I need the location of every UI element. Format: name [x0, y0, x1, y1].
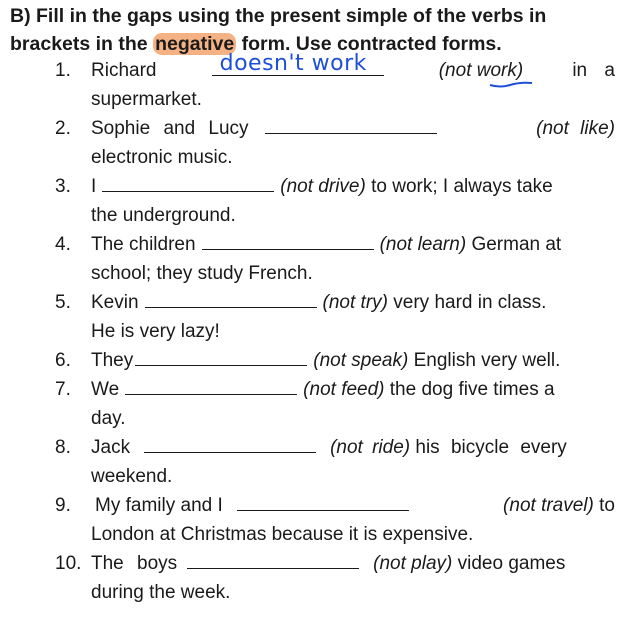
item-text-after: very hard in class.	[393, 292, 547, 313]
exercise-item-8	[55, 433, 615, 491]
answer-blank[interactable]	[125, 376, 297, 395]
highlighted-word: negative	[155, 33, 235, 55]
verb-hint: (not work)	[438, 60, 524, 81]
item-text-after: his bicycle every	[415, 437, 567, 458]
answer-blank[interactable]	[135, 347, 307, 366]
item-text-before: We	[91, 379, 120, 400]
instructions-suffix: form. Use contracted forms.	[236, 33, 502, 55]
verb-hint: (not like)	[536, 118, 615, 139]
answer-blank[interactable]	[102, 173, 274, 192]
item-text-continuation: He is very lazy!	[91, 321, 220, 342]
item-number: 8.	[55, 437, 71, 458]
handwritten-underline	[488, 79, 534, 89]
verb-hint: (not drive)	[280, 176, 366, 197]
item-text-before: The boys	[91, 553, 178, 574]
answer-blank[interactable]	[145, 289, 317, 308]
item-text-continuation: school; they study French.	[91, 263, 313, 284]
item-text-after: in a	[572, 60, 615, 81]
item-text-continuation: London at Christmas because it is expensive.	[91, 524, 474, 545]
item-text-before: Richard	[91, 60, 157, 81]
item-text-continuation: day.	[91, 408, 126, 429]
exercise-item-6	[55, 346, 615, 375]
item-number: 3.	[55, 176, 71, 197]
exercise-item-9	[55, 491, 615, 549]
item-text-continuation: electronic music.	[91, 147, 233, 168]
handwritten-answer: doesn't work	[219, 51, 367, 76]
exercise-item-3	[55, 172, 615, 230]
item-text-after: English very well.	[413, 350, 561, 371]
item-text-after: the dog five times a	[389, 379, 555, 400]
item-text-after: to work; I always take	[371, 176, 553, 197]
item-text-before: My family and I	[95, 495, 223, 516]
verb-hint: (not play)	[373, 553, 453, 574]
answer-blank[interactable]	[212, 51, 384, 76]
answer-blank[interactable]	[187, 550, 359, 569]
exercise-item-4	[55, 230, 615, 288]
item-text-before: The children	[91, 234, 196, 255]
item-text-continuation: during the week.	[91, 582, 231, 603]
answer-blank[interactable]	[202, 231, 374, 250]
verb-hint: (not feed)	[303, 379, 385, 400]
verb-hint: (not try)	[322, 292, 388, 313]
item-number: 10.	[55, 553, 82, 574]
item-number: 9.	[55, 495, 71, 516]
item-text-before: Sophie and Lucy	[91, 118, 249, 139]
item-number: 5.	[55, 292, 71, 313]
item-text-before: I	[91, 176, 97, 197]
item-text-after: video games	[457, 553, 566, 574]
verb-hint: (not travel)	[503, 495, 594, 516]
answer-blank[interactable]	[237, 492, 409, 511]
verb-hint: (not learn)	[379, 234, 467, 255]
verb-hint: (not speak)	[313, 350, 409, 371]
exercise-item-2	[55, 114, 615, 172]
item-number: 1.	[55, 60, 71, 81]
answer-blank[interactable]	[144, 434, 316, 453]
item-text-before: Jack	[91, 437, 131, 458]
verb-hint: (not ride)	[330, 437, 411, 458]
item-text-after: German at	[471, 234, 562, 255]
item-text-before: They	[91, 350, 134, 371]
answer-blank[interactable]	[265, 115, 437, 134]
item-text-continuation: the underground.	[91, 205, 236, 226]
item-text-continuation: supermarket.	[91, 89, 202, 110]
item-text-before: Kevin	[91, 292, 139, 313]
exercise-item-5	[55, 288, 615, 346]
exercise-item-7	[55, 375, 615, 433]
item-text-continuation: weekend.	[91, 466, 173, 487]
instructions-prefix: B) Fill in the gaps using the present simple of the verbs in brackets in the	[10, 5, 547, 55]
item-text-after: to	[599, 495, 615, 516]
exercise-item-10	[55, 549, 615, 607]
item-number: 6.	[55, 350, 71, 371]
item-number: 2.	[55, 118, 71, 139]
item-number: 7.	[55, 379, 71, 400]
item-number: 4.	[55, 234, 71, 255]
